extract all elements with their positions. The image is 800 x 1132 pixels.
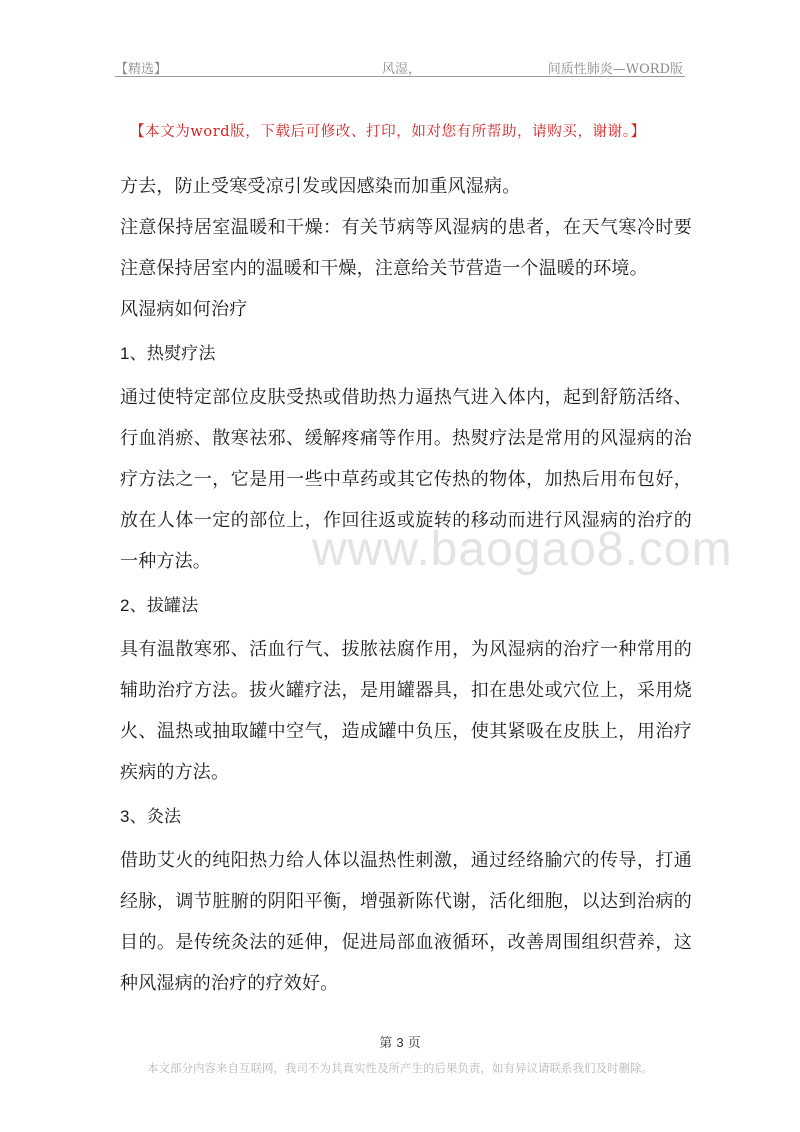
page-number <box>0 1032 800 1051</box>
section-heading: 2、拔罐法 <box>120 596 199 615</box>
section-heading: 3、灸法 <box>120 807 182 826</box>
paragraph: 借助艾火的纯阳热力给人体以温热性刺激，通过经络腧穴的传导，打通经脉，调节脏腑的阴阳平衡，增强新陈代谢，活化细胞，以达到治病的目的。是传统灸法的延伸，促进局部血液循环，改善周围组织营养，这种风湿病的治疗的疗效好。 <box>120 850 692 994</box>
section-title: 风湿病如何治疗 <box>120 299 248 320</box>
paragraph: 方去，防止受寒受凉引发或因感染而加重风湿病。 <box>120 176 521 197</box>
header-center-label: 风湿， <box>382 62 422 77</box>
page-suffix: 页 <box>407 1036 421 1051</box>
page-prefix: 第 <box>379 1036 393 1051</box>
document-body <box>120 166 692 1004</box>
watermark: www.baogao8.com <box>312 523 733 576</box>
footer-disclaimer: 本文部分内容来自互联网，我司不为其真实性及所产生的后果负责，如有异议请联系我们及时删除。 <box>147 1061 653 1075</box>
paragraph: 注意保持居室温暖和干燥：有关节病等风湿病的患者，在天气寒冷时要注意保持居室内的温暖和干燥，注意给关节营造一个温暖的环境。 <box>120 217 692 279</box>
header-left-label: 【精选】 <box>115 62 168 77</box>
edit-notice: 【本文为word版，下载后可修改、打印，如对您有所帮助，请购买，谢谢。】 <box>130 124 646 140</box>
page-header <box>115 56 685 77</box>
paragraph: 通过使特定部位皮肤受热或借助热力逼热气进入体内，起到舒筋活络、行血消瘀、散寒祛邪、缓解疼痛等作用。热熨疗法是常用的风湿病的治疗方法之一，它是用一些中草药或其它传热的物体，加热后用布包好，放在人体一定的部位上，作回往返或旋转的移动而进行风湿病的治疗的一种方法。 <box>120 387 692 572</box>
section-heading: 1、热熨疗法 <box>120 344 216 363</box>
header-right-label: 间质性肺炎—WORD版 <box>547 62 683 77</box>
page-number-value: 3 <box>396 1035 404 1050</box>
paragraph: 具有温散寒邪、活血行气、拔脓祛腐作用，为风湿病的治疗一种常用的辅助治疗方法。拔火罐疗法，是用罐器具，扣在患处或穴位上，采用烧火、温热或抽取罐中空气，造成罐中负压，使其紧吸在皮肤上，用治疗疾病的方法。 <box>120 639 692 783</box>
